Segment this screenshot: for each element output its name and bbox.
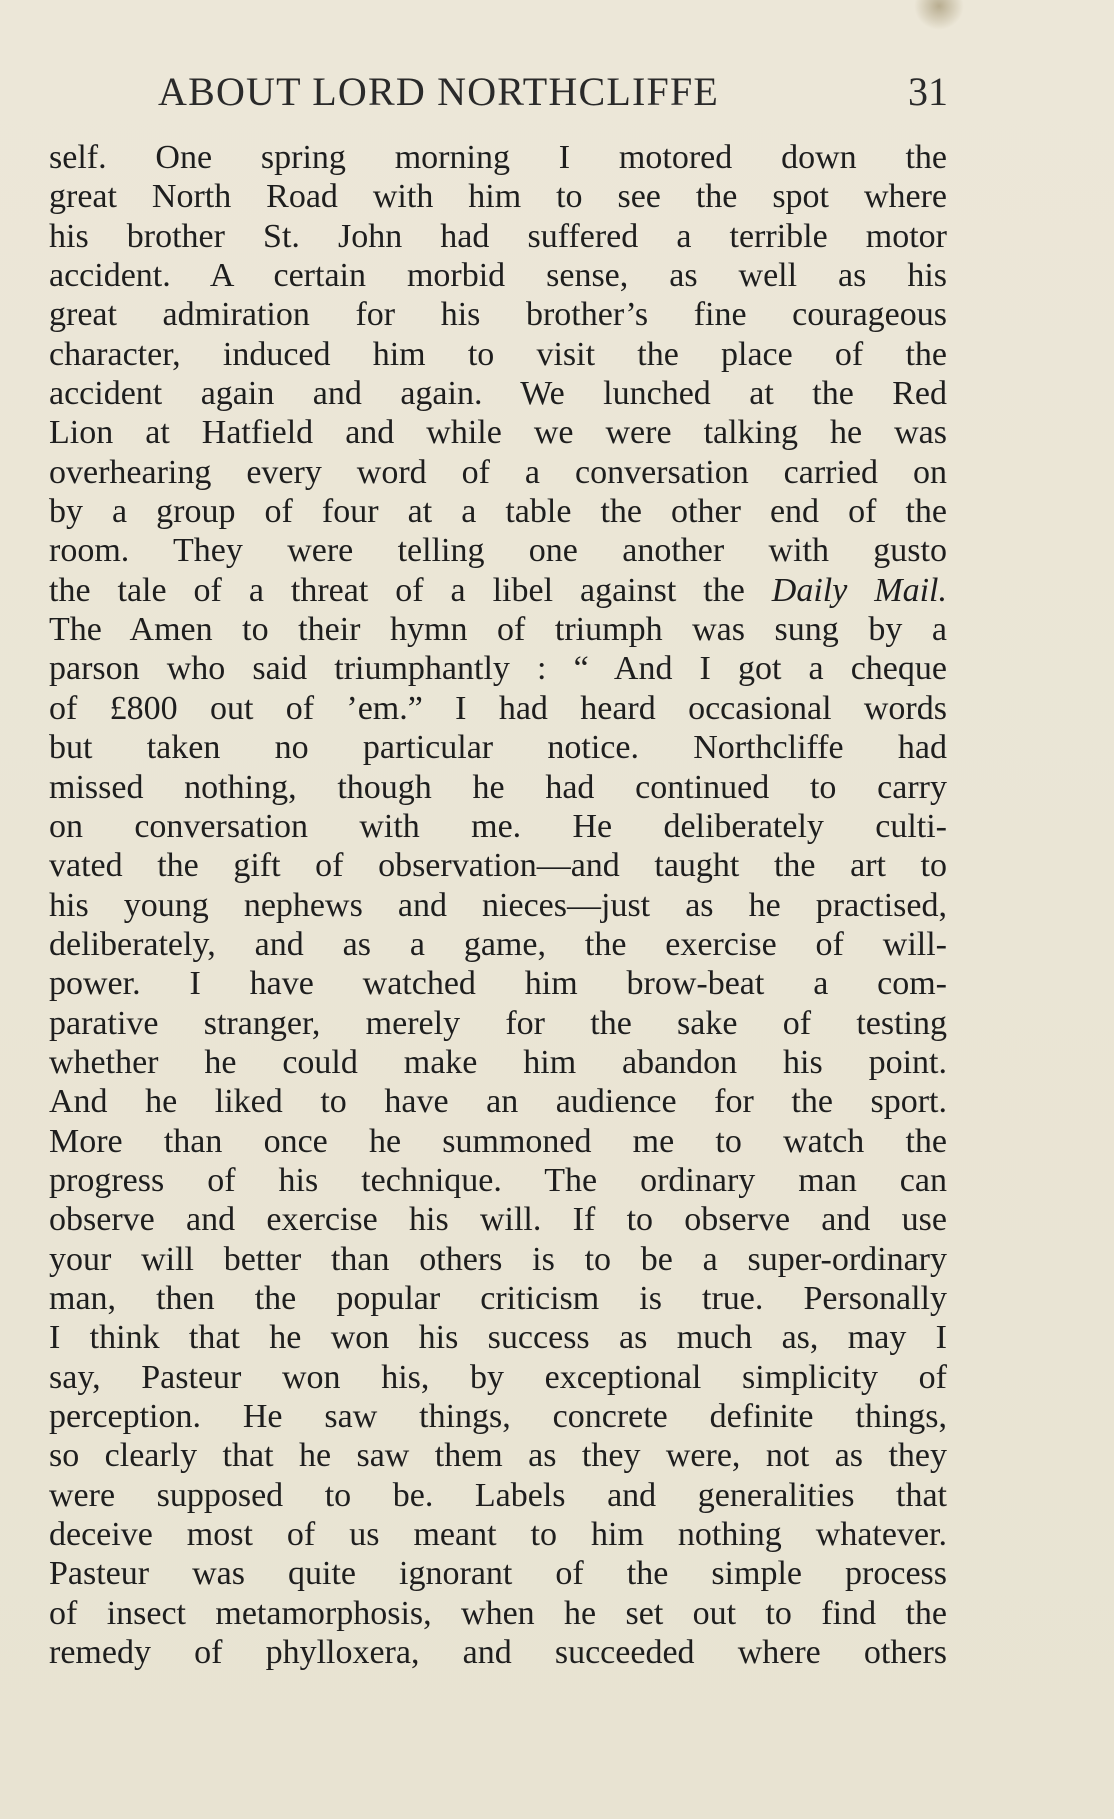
text-line: More than once he summoned me to watch the [49,1122,947,1160]
text-line: so clearly that he saw them as they were, not as they [49,1437,947,1475]
text-line: accident. A certain morbid sense, as well as his [49,257,947,295]
text-line: remedy of phylloxera, and succeeded where others [49,1634,947,1672]
text-line-roman: the tale of a threat of a libel against the [49,571,772,609]
text-line: overhearing every word of a conversation carried on [49,453,947,491]
text-line: observe and exercise his will. If to observe and use [49,1201,947,1239]
text-line: Pasteur was quite ignorant of the simple process [49,1555,947,1593]
text-line: whether he could make him abandon his point. [49,1043,947,1081]
text-line: his brother St. John had suffered a terrible motor [49,217,947,255]
newspaper-title: Daily Mail. [771,571,947,609]
running-head [158,68,948,114]
text-line: perception. He saw things, concrete definite things, [49,1398,947,1435]
text-line: of insect metamorphosis, when he set out to find the [49,1594,947,1632]
text-line: deliberately, and as a game, the exercise of will- [49,925,947,963]
text-line: accident again and again. We lunched at the Red [49,375,947,413]
body-text [49,138,947,1672]
running-title: ABOUT LORD NORTHCLIFFE [158,69,720,114]
text-line: missed nothing, though he had continued to carry [49,768,947,806]
text-line: great North Road with him to see the spot where [49,178,947,216]
text-line: deceive most of us meant to him nothing whatever. [49,1516,947,1554]
text-line: character, induced him to visit the place of the [49,335,947,373]
text-line: And he liked to have an audience for the sport. [49,1083,947,1121]
text-line: great admiration for his brother’s fine courageous [49,296,947,334]
text-line: room. They were telling one another with gusto [49,532,947,570]
text-line: parson who said triumphantly : “ And I got a cheque [49,650,947,688]
text-line: parative stranger, merely for the sake of testing [49,1004,947,1042]
text-line: I think that he won his success as much as, may I [49,1319,947,1357]
text-line: but taken no particular notice. Northcliffe had [49,729,947,767]
text-line: Lion at Hatfield and while we were talking he was [49,414,947,452]
text-line: his young nephews and nieces—just as he practised, [49,886,947,924]
text-line: were supposed to be. Labels and generalities that [49,1476,947,1514]
text-line: on conversation with me. He deliberately culti- [49,807,947,845]
text-line: power. I have watched him brow-beat a com- [49,965,947,1003]
text-line: of £800 out of ’em.” I had heard occasional words [49,689,947,727]
text-line: by a group of four at a table the other end of the [49,493,947,531]
text-line: The Amen to their hymn of triumph was sung by a [49,611,947,649]
page-stain [914,0,964,30]
text-line: self. One spring morning I motored down the [49,139,947,176]
page-number: 31 [908,69,948,114]
text-line [49,571,947,610]
text-line: your will better than others is to be a super-ordinary [49,1240,947,1278]
text-line: vated the gift of observation—and taught the art to [49,847,947,885]
text-line: progress of his technique. The ordinary man can [49,1161,947,1199]
text-line: man, then the popular criticism is true. Personally [49,1279,947,1317]
text-line: say, Pasteur won his, by exceptional simplicity of [49,1358,947,1396]
